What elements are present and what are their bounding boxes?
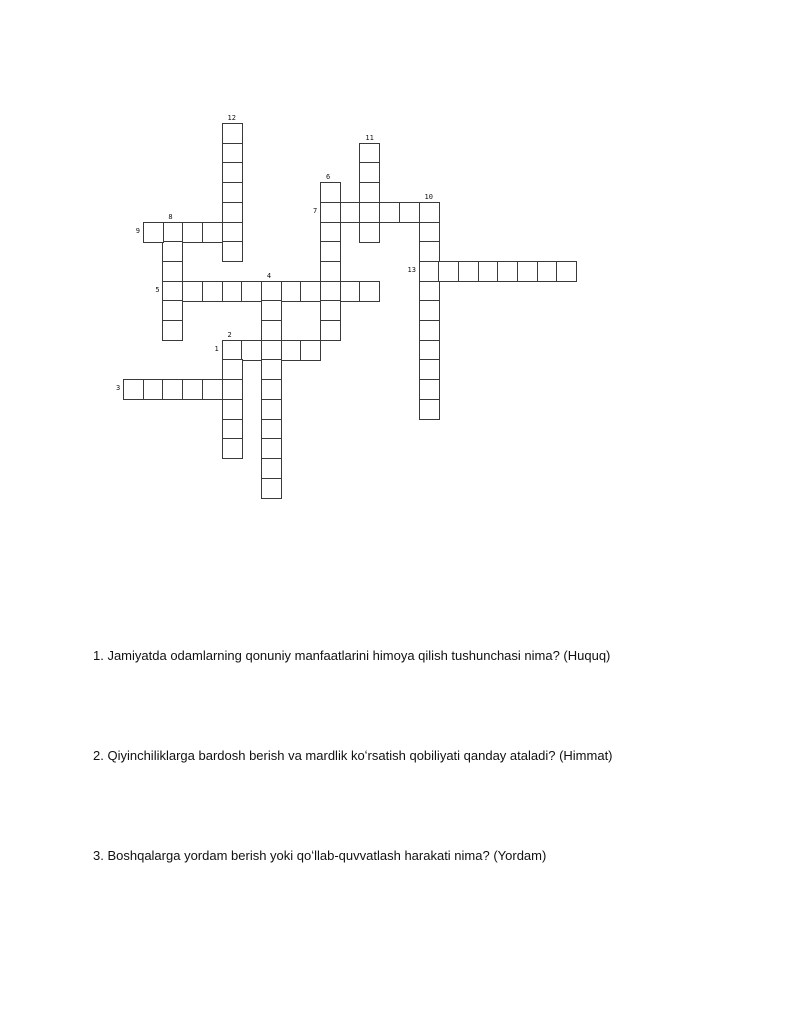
crossword-cell[interactable] — [222, 281, 243, 302]
crossword-cell[interactable] — [162, 300, 183, 321]
crossword-cell[interactable] — [222, 379, 243, 400]
crossword-cell[interactable] — [241, 281, 262, 302]
crossword-cell[interactable] — [478, 261, 499, 282]
clue-number-label: 10 — [424, 192, 433, 201]
clue-number-label: 13 — [407, 265, 416, 274]
crossword-cell[interactable] — [222, 162, 243, 183]
clue-1: 1. Jamiyatda odamlarning qonuniy manfaatlarini himoya qilish tushunchasi nima? (Huquq) — [93, 648, 611, 663]
crossword-cell[interactable] — [419, 241, 440, 262]
crossword-cell[interactable] — [123, 379, 144, 400]
crossword-cell[interactable] — [261, 458, 282, 479]
crossword-cell[interactable] — [359, 222, 380, 243]
crossword-cell[interactable] — [379, 202, 400, 223]
crossword-cell[interactable] — [281, 281, 302, 302]
clue-3: 3. Boshqalarga yordam berish yoki qoʻllab-quvvatlash harakati nima? (Yordam) — [93, 848, 547, 863]
crossword-cell[interactable] — [261, 438, 282, 459]
crossword-cell[interactable] — [162, 281, 183, 302]
crossword-cell[interactable] — [419, 399, 440, 420]
clue-number-label: 9 — [135, 226, 140, 235]
crossword-cell[interactable] — [261, 379, 282, 400]
crossword-cell[interactable] — [281, 340, 302, 361]
clue-number-label: 1 — [214, 344, 219, 353]
crossword-cell[interactable] — [162, 320, 183, 341]
crossword-cell[interactable] — [340, 202, 361, 223]
crossword-cell[interactable] — [202, 222, 223, 243]
crossword-cell[interactable] — [261, 340, 282, 361]
crossword-cell[interactable] — [320, 241, 341, 262]
crossword-cell[interactable] — [419, 320, 440, 341]
clue-number-label: 12 — [227, 114, 236, 122]
crossword-cell[interactable] — [517, 261, 538, 282]
crossword-cell[interactable] — [438, 261, 459, 282]
crossword-cell[interactable] — [261, 478, 282, 499]
crossword-cell[interactable] — [222, 182, 243, 203]
crossword-cell[interactable] — [419, 222, 440, 243]
crossword-cell[interactable] — [261, 300, 282, 321]
crossword-cell[interactable] — [340, 281, 361, 302]
crossword-cell[interactable] — [359, 162, 380, 183]
crossword-cell[interactable] — [359, 202, 380, 223]
crossword-cell[interactable] — [222, 123, 243, 144]
clue-number-label: 5 — [155, 285, 160, 294]
crossword-cell[interactable] — [399, 202, 420, 223]
crossword-cell[interactable] — [497, 261, 518, 282]
clue-number-label: 4 — [266, 271, 272, 280]
crossword-cell[interactable] — [222, 438, 243, 459]
crossword-cell[interactable] — [182, 222, 203, 243]
crossword-cell[interactable] — [359, 281, 380, 302]
crossword-cell[interactable] — [419, 340, 440, 361]
crossword-cell[interactable] — [359, 143, 380, 164]
clue-number-label: 8 — [168, 212, 173, 221]
crossword-cell[interactable] — [261, 419, 282, 440]
crossword-cell[interactable] — [261, 399, 282, 420]
crossword-cell[interactable] — [419, 202, 440, 223]
crossword-cell[interactable] — [202, 281, 223, 302]
crossword-cell[interactable] — [222, 241, 243, 262]
crossword-cell[interactable] — [202, 379, 223, 400]
crossword-cell[interactable] — [182, 379, 203, 400]
crossword-cell[interactable] — [320, 261, 341, 282]
crossword-cell[interactable] — [419, 281, 440, 302]
crossword-cell[interactable] — [143, 379, 164, 400]
crossword-cell[interactable] — [222, 340, 243, 361]
crossword-cell[interactable] — [241, 340, 262, 361]
crossword-cell[interactable] — [320, 222, 341, 243]
crossword-cell[interactable] — [162, 261, 183, 282]
crossword-cell[interactable] — [162, 241, 183, 262]
crossword-cell[interactable] — [222, 143, 243, 164]
crossword-cell[interactable] — [320, 202, 341, 223]
crossword-cell[interactable] — [222, 419, 243, 440]
crossword-cell[interactable] — [162, 379, 183, 400]
clue-number-label: 7 — [313, 206, 318, 215]
crossword-cell[interactable] — [419, 261, 440, 282]
crossword-cell[interactable] — [300, 281, 321, 302]
crossword-cell[interactable] — [162, 222, 183, 243]
crossword-cell[interactable] — [556, 261, 577, 282]
crossword-cell[interactable] — [261, 320, 282, 341]
crossword-cell[interactable] — [222, 359, 243, 380]
crossword-cell[interactable] — [320, 300, 341, 321]
crossword-cell[interactable] — [537, 261, 558, 282]
crossword-cell[interactable] — [419, 359, 440, 380]
clue-number-label: 2 — [227, 330, 232, 339]
clue-number-label: 11 — [365, 133, 374, 142]
crossword-cell[interactable] — [359, 182, 380, 203]
crossword-cell[interactable] — [222, 202, 243, 223]
crossword-cell[interactable] — [261, 281, 282, 302]
crossword-cell[interactable] — [320, 320, 341, 341]
crossword-cell[interactable] — [458, 261, 479, 282]
crossword-cell[interactable] — [261, 359, 282, 380]
crossword-cell[interactable] — [222, 399, 243, 420]
crossword-cell[interactable] — [300, 340, 321, 361]
crossword-cell[interactable] — [182, 281, 203, 302]
clue-number-label: 3 — [116, 384, 121, 393]
clue-number-label: 6 — [326, 173, 331, 182]
crossword-cell[interactable] — [222, 222, 243, 243]
crossword-cell[interactable] — [320, 182, 341, 203]
crossword-cell[interactable] — [143, 222, 164, 243]
clue-2: 2. Qiyinchiliklarga bardosh berish va mardlik koʻrsatish qobiliyati qanday ataladi? (Himmat) — [93, 748, 613, 763]
crossword-cell[interactable] — [419, 379, 440, 400]
crossword-cell[interactable] — [419, 300, 440, 321]
crossword-cell[interactable] — [320, 281, 341, 302]
